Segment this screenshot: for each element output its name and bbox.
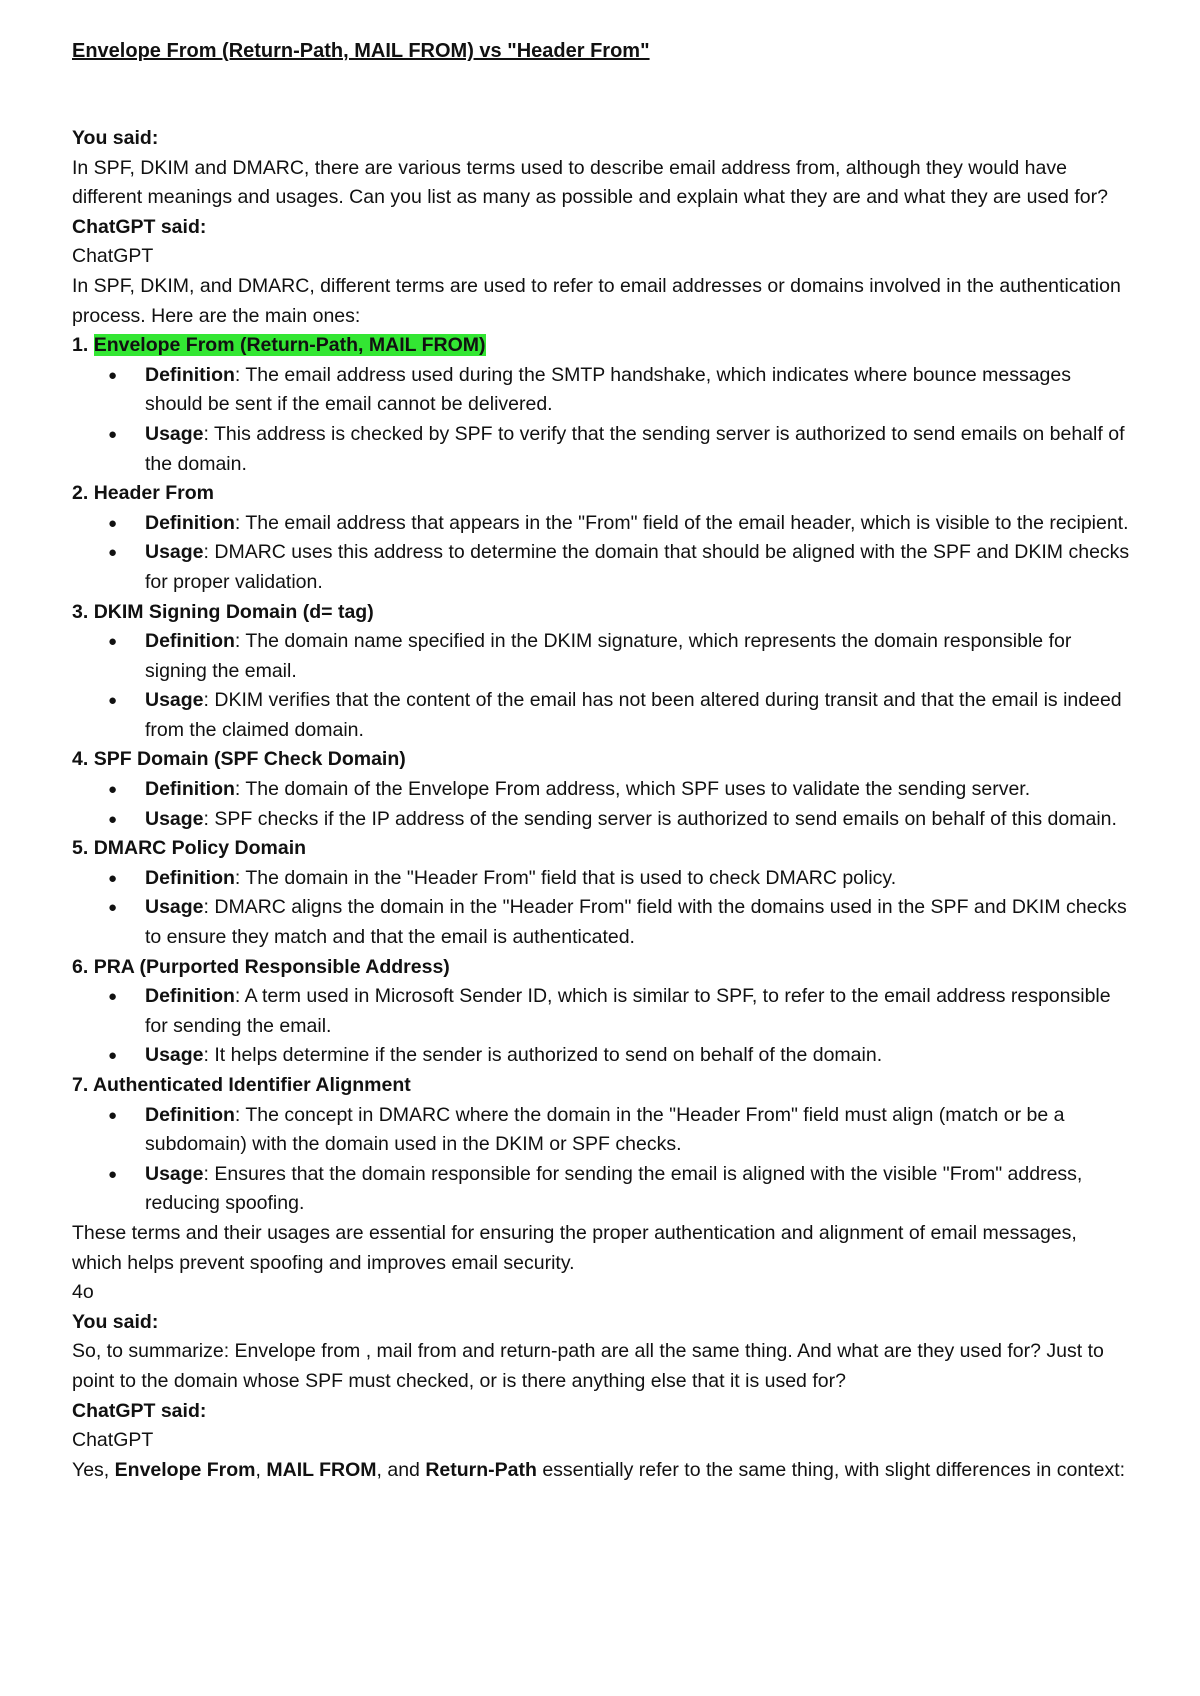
assistant-name: ChatGPT — [72, 1429, 154, 1452]
item-heading-5 — [72, 834, 1132, 864]
definition-bullet — [108, 775, 1132, 805]
item-bullets-3 — [72, 627, 1132, 745]
definition-label: Definition — [145, 778, 235, 801]
item-bullets-7 — [72, 1101, 1132, 1219]
answer-separator: , — [255, 1458, 267, 1481]
definition-bullet — [108, 1101, 1132, 1160]
bullet-icon: ● — [108, 425, 118, 443]
definition-bullet — [108, 864, 1132, 894]
item-title: Header From — [93, 482, 214, 505]
bullet-icon: ● — [108, 1165, 118, 1183]
bullet-icon: ● — [108, 988, 118, 1006]
user-message: In SPF, DKIM and DMARC, there are various terms used to describe email address from, although they would have different meanings and usages. Can you list as many as possible and explain what they are and what they are used for? — [72, 156, 1108, 209]
bullet-icon: ● — [108, 1047, 118, 1065]
item-heading-6 — [72, 953, 1132, 983]
usage-text: : DKIM verifies that the content of the email has not been altered during transit and that the email is indeed from the claimed domain. — [145, 689, 1122, 741]
answer-prefix: Yes, — [72, 1458, 115, 1481]
item-title: DKIM Signing Domain (d= tag) — [93, 600, 374, 623]
definition-bullet — [108, 627, 1132, 686]
usage-bullet — [108, 538, 1132, 597]
assistant-name: ChatGPT — [72, 245, 154, 268]
answer-separator: , and — [376, 1458, 426, 1481]
assistant-outro: These terms and their usages are essential for ensuring the proper authentication and alignment of email messages, which helps prevent spoofing and improves email security. — [72, 1221, 1077, 1274]
item-bullets-4 — [72, 775, 1132, 834]
bullet-icon: ● — [108, 810, 118, 828]
assistant-answer — [72, 1456, 1132, 1486]
item-title: PRA (Purported Responsible Address) — [93, 955, 450, 978]
item-bullets-1 — [72, 361, 1132, 479]
usage-label: Usage — [145, 1162, 204, 1185]
definition-label: Definition — [145, 866, 235, 889]
bullet-icon: ● — [108, 781, 118, 799]
definition-bullet — [108, 509, 1132, 539]
item-number: 4. — [72, 748, 89, 771]
document-title: Envelope From (Return-Path, MAIL FROM) vs "Header From" — [72, 40, 650, 62]
item-heading-1 — [72, 331, 1132, 361]
answer-term: MAIL FROM — [266, 1458, 377, 1481]
definition-label: Definition — [145, 1103, 235, 1126]
item-heading-7 — [72, 1071, 1132, 1101]
usage-bullet — [108, 420, 1132, 479]
item-bullets-2 — [72, 509, 1132, 598]
definition-text: : The email address that appears in the "From" field of the email header, which is visible to the recipient. — [234, 511, 1129, 534]
bullet-icon: ● — [108, 899, 118, 917]
answer-suffix: essentially refer to the same thing, with slight differences in context: — [536, 1458, 1126, 1481]
bullet-icon: ● — [108, 514, 118, 532]
document-page — [72, 36, 1132, 1485]
definition-text: : The domain name specified in the DKIM signature, which represents the domain responsible for signing the email. — [145, 630, 1072, 682]
item-title: SPF Domain (SPF Check Domain) — [93, 748, 406, 771]
user-label: You said: — [72, 127, 159, 149]
usage-label: Usage — [145, 689, 204, 712]
usage-text: : It helps determine if the sender is authorized to send on behalf of the domain. — [203, 1044, 883, 1067]
usage-label: Usage — [145, 422, 204, 445]
usage-bullet — [108, 686, 1132, 745]
assistant-label: ChatGPT said: — [72, 1399, 207, 1422]
user-label: You said: — [72, 1310, 159, 1333]
definition-label: Definition — [145, 985, 235, 1008]
bullet-icon: ● — [108, 544, 118, 562]
item-bullets-6 — [72, 982, 1132, 1071]
item-title: Authenticated Identifier Alignment — [92, 1074, 411, 1096]
usage-label: Usage — [145, 541, 204, 564]
bullet-icon: ● — [108, 633, 118, 651]
item-number: 5. — [72, 837, 89, 860]
bullet-icon: ● — [108, 366, 118, 384]
highlighted-term: Envelope From (Return-Path, MAIL FROM) — [93, 334, 486, 357]
item-number: 2. — [72, 482, 89, 505]
usage-label: Usage — [145, 896, 204, 919]
bullet-icon: ● — [108, 869, 118, 887]
definition-text: : The domain in the "Header From" field that is used to check DMARC policy. — [234, 866, 897, 889]
definition-text: : A term used in Microsoft Sender ID, which is similar to SPF, to refer to the email address responsible for sending the email. — [145, 985, 1111, 1037]
definition-text: : The email address used during the SMTP handshake, which indicates where bounce messages should be sent if the email cannot be delivered. — [145, 363, 1071, 416]
bullet-icon: ● — [108, 1106, 118, 1124]
usage-bullet — [108, 893, 1132, 952]
definition-bullet — [108, 361, 1132, 420]
usage-bullet — [108, 1041, 1132, 1071]
item-number: 6. — [72, 955, 89, 978]
usage-text: : SPF checks if the IP address of the sending server is authorized to send emails on behalf of this domain. — [203, 807, 1117, 830]
definition-label: Definition — [145, 363, 235, 386]
usage-label: Usage — [145, 807, 204, 830]
item-heading-2 — [72, 479, 1132, 509]
definition-label: Definition — [145, 630, 235, 653]
usage-label: Usage — [145, 1044, 204, 1067]
item-number: 7. — [72, 1074, 89, 1096]
item-title: DMARC Policy Domain — [93, 837, 307, 860]
item-heading-3 — [72, 598, 1132, 628]
usage-text: : This address is checked by SPF to verify that the sending server is authorized to send emails on behalf of the domain. — [145, 422, 1125, 475]
usage-bullet — [108, 1160, 1132, 1219]
item-bullets-5 — [72, 864, 1132, 953]
assistant-label: ChatGPT said: — [72, 215, 207, 238]
usage-text: : DMARC aligns the domain in the "Header From" field with the domains used in the SPF and DKIM checks to ensure they match and that the email is authenticated. — [145, 896, 1127, 949]
item-number: 3. — [72, 600, 89, 623]
item-heading-4 — [72, 745, 1132, 775]
bullet-icon: ● — [108, 692, 118, 710]
definition-text: : The domain of the Envelope From address, which SPF uses to validate the sending server. — [234, 778, 1031, 801]
user-message: So, to summarize: Envelope from , mail from and return-path are all the same thing. And what are they used for? Just to point to the domain whose SPF must checked, or is there anything else that it is used for? — [72, 1340, 1104, 1392]
definition-bullet — [108, 982, 1132, 1041]
usage-text: : Ensures that the domain responsible for sending the email is aligned with the visible "From" address, reducing spoofing. — [145, 1162, 1083, 1215]
usage-bullet — [108, 805, 1132, 835]
answer-term: Envelope From — [114, 1458, 256, 1481]
assistant-intro: In SPF, DKIM, and DMARC, different terms are used to refer to email addresses or domains involved in the authentication process. Here are the main ones: — [72, 274, 1121, 327]
item-number: 1. — [72, 334, 89, 357]
model-tag: 4o — [72, 1281, 94, 1304]
usage-text: : DMARC uses this address to determine the domain that should be aligned with the SPF and DKIM checks for proper validation. — [145, 541, 1130, 593]
definition-label: Definition — [145, 511, 235, 534]
answer-term: Return-Path — [425, 1458, 537, 1481]
definition-text: : The concept in DMARC where the domain in the "Header From" field must align (match or be a subdomain) with the domain used in the DKIM or SPF checks. — [145, 1103, 1065, 1156]
